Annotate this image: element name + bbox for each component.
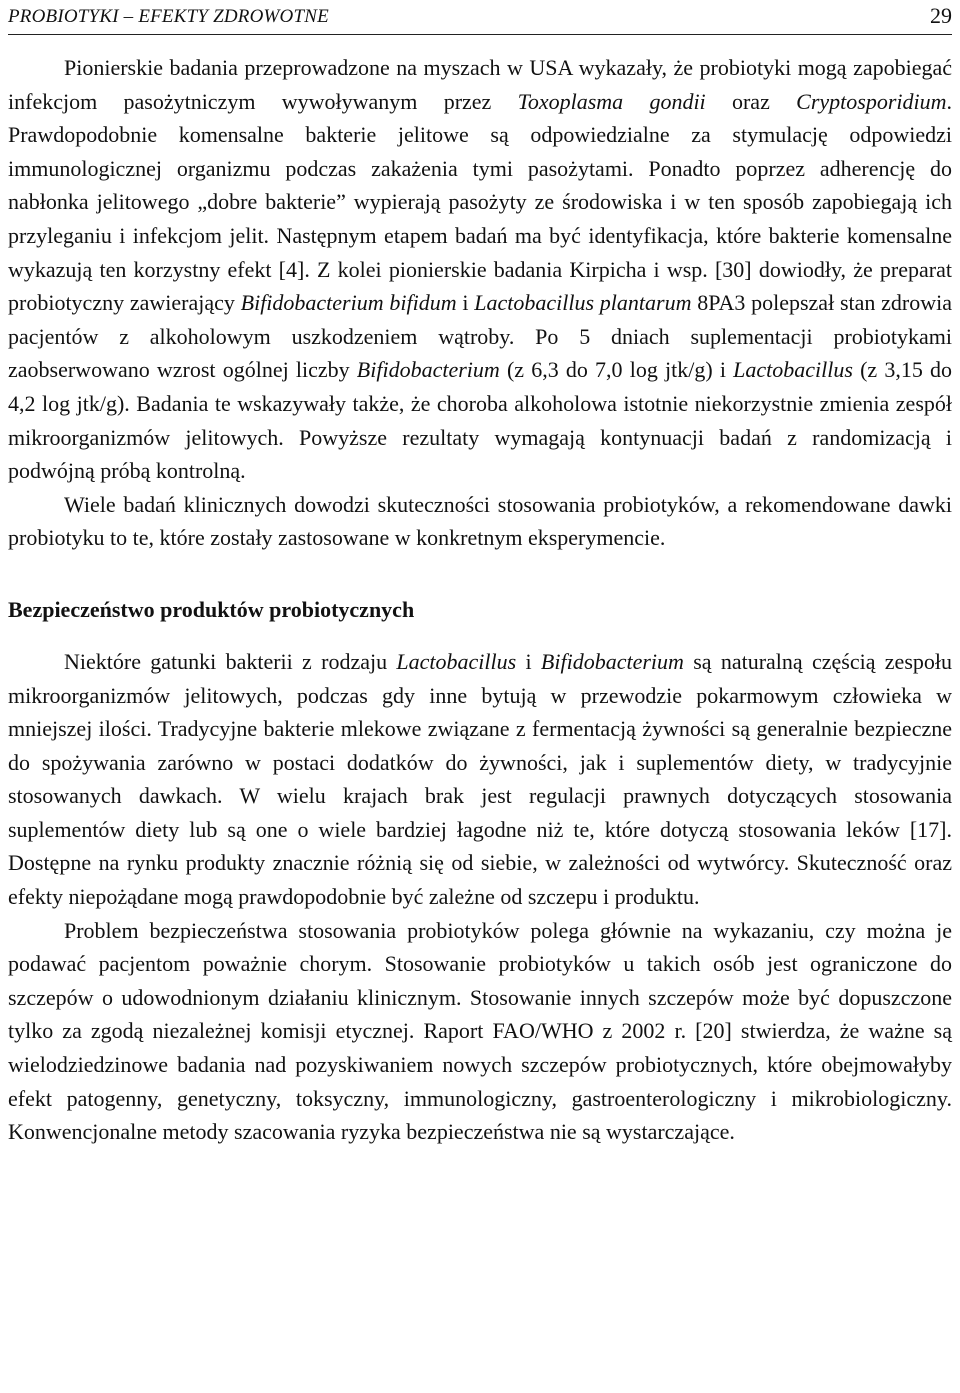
document-page <box>8 0 952 1149</box>
p1-text-7: (z 3,15 do 4,2 log jtk/g). Badania te wskazywały także, że choroba alkoholowa istotnie niekorzystnie zmienia zespół mikroorganizmów jelitowych. Powyższe rezultaty wymagają kontynuacji badań z randomizacją i podwójną próbą kontrolną. <box>8 357 953 484</box>
p1-species-cryptosporidium: Cryptosporidium <box>796 88 947 114</box>
p1-genus-bifidobacterium: Bifidobacterium <box>356 357 500 383</box>
section-heading: Bezpieczeństwo produktów probiotycznych <box>8 596 415 622</box>
p1-species-bifidum: Bifidobacterium bifidum <box>240 290 457 316</box>
p3-genus-bifidobacterium: Bifidobacterium <box>540 648 684 674</box>
paragraph-4: Problem bezpieczeństwa stosowania probiotyków polega głównie na wykazaniu, czy można je podawać pacjentom poważnie chorym. Stosowanie probiotyków u takich osób jest ograniczone do szczepów o udowodnionym działaniu klinicznym. Stosowanie innych szczepów może być dopuszczone tylko za zgodą niezależnej komisji etycznej. Raport FAO/WHO z 2002 r. [20] stwierdza, że ważne są wielodziedzinowe badania nad pozyskiwaniem nowych szczepów probiotycznych, które obejmowałyby efekt patogenny, genetyczny, toksyczny, immunologiczny, gastroenterologiczny i mikrobiologiczny. Konwencjonalne metody szacowania ryzyka bezpieczeństwa nie są wystarczające. <box>8 917 952 1145</box>
p1-text-2: oraz <box>705 88 797 114</box>
p1-genus-lactobacillus: Lactobacillus <box>733 357 853 383</box>
p3-genus-lactobacillus: Lactobacillus <box>396 648 517 674</box>
p1-text-3: . Prawdopodobnie komensalne bakterie jelitowe są odpowiedzialne za stymulację odpowiedzi immunologicznej organizmu podczas zakażenia tymi pasożytami. Ponadto poprzez adherencję do nabłonka jelitowego „dobre bakterie” wypierają pasożyty ze środowiska i w ten sposób zapobiegają ich przyleganiu i infekcjom jelit. Następnym etapem badań ma być identyfikacja, które bakterie komensalne wykazują ten korzystny efekt [4]. Z kolei pionierskie badania Kirpicha i wsp. [30] dowiodły, że preparat probiotyczny zawierający <box>8 88 952 316</box>
p1-species-plantarum: Lactobacillus plantarum <box>474 290 692 316</box>
paragraph-2: Wiele badań klinicznych dowodzi skuteczności stosowania probiotyków, a rekomendowane dawki probiotyku to te, które zostały zastosowane w konkretnym eksperymencie. <box>8 491 952 551</box>
p1-text-1: Pionierskie badania przeprowadzone na myszach w USA wykazały, że probiotyki mogą zapobiegać infekcjom pasożytniczym wywoływanym przez <box>8 55 952 114</box>
p1-text-5: 8PA3 polepszał stan zdrowia pacjentów z alkoholowym uszkodzeniem wątroby. Po 5 dniach suplementacji probiotykami zaobserwowano wzrost ogólnej liczby <box>8 290 952 383</box>
p1-text-6: (z 6,3 do 7,0 log jtk/g) i <box>499 357 734 383</box>
running-title: PROBIOTYKI – EFEKTY ZDROWOTNE <box>8 6 329 27</box>
page-number: 29 <box>930 3 952 28</box>
body-text <box>8 51 952 1149</box>
p1-species-toxoplasma: Toxoplasma gondii <box>517 88 706 114</box>
paragraph-3 <box>8 645 952 914</box>
p3-text-3: są naturalną częścią zespołu mikroorganizmów jelitowych, podczas gdy inne bytują w przewodzie pokarmowym człowieka w mniejszej ilości. Tradycyjne bakterie mlekowe związane z fermentacją żywności są generalnie bezpieczne do spożywania zarówno w postaci dodatków do żywności, jak i suplementów diety, w tradycyjnie stosowanych dawkach. W wielu krajach brak jest regulacji prawnych dotyczących stosowania suplementów diety lub są one o wiele bardziej łagodne niż te, które dotyczą stosowania leków [17]. Dostępne na rynku produkty znacznie różnią się od siebie, w zależności od wytwórcy. Skuteczność oraz efekty niepożądane mogą prawdopodobnie być zależne od szczepu i produktu. <box>8 648 952 910</box>
running-header <box>8 0 952 35</box>
p3-text-1: Niektóre gatunki bakterii z rodzaju <box>64 648 397 674</box>
paragraph-1 <box>8 51 952 488</box>
p3-text-2: i <box>516 648 541 674</box>
p1-text-4: i <box>456 290 475 316</box>
